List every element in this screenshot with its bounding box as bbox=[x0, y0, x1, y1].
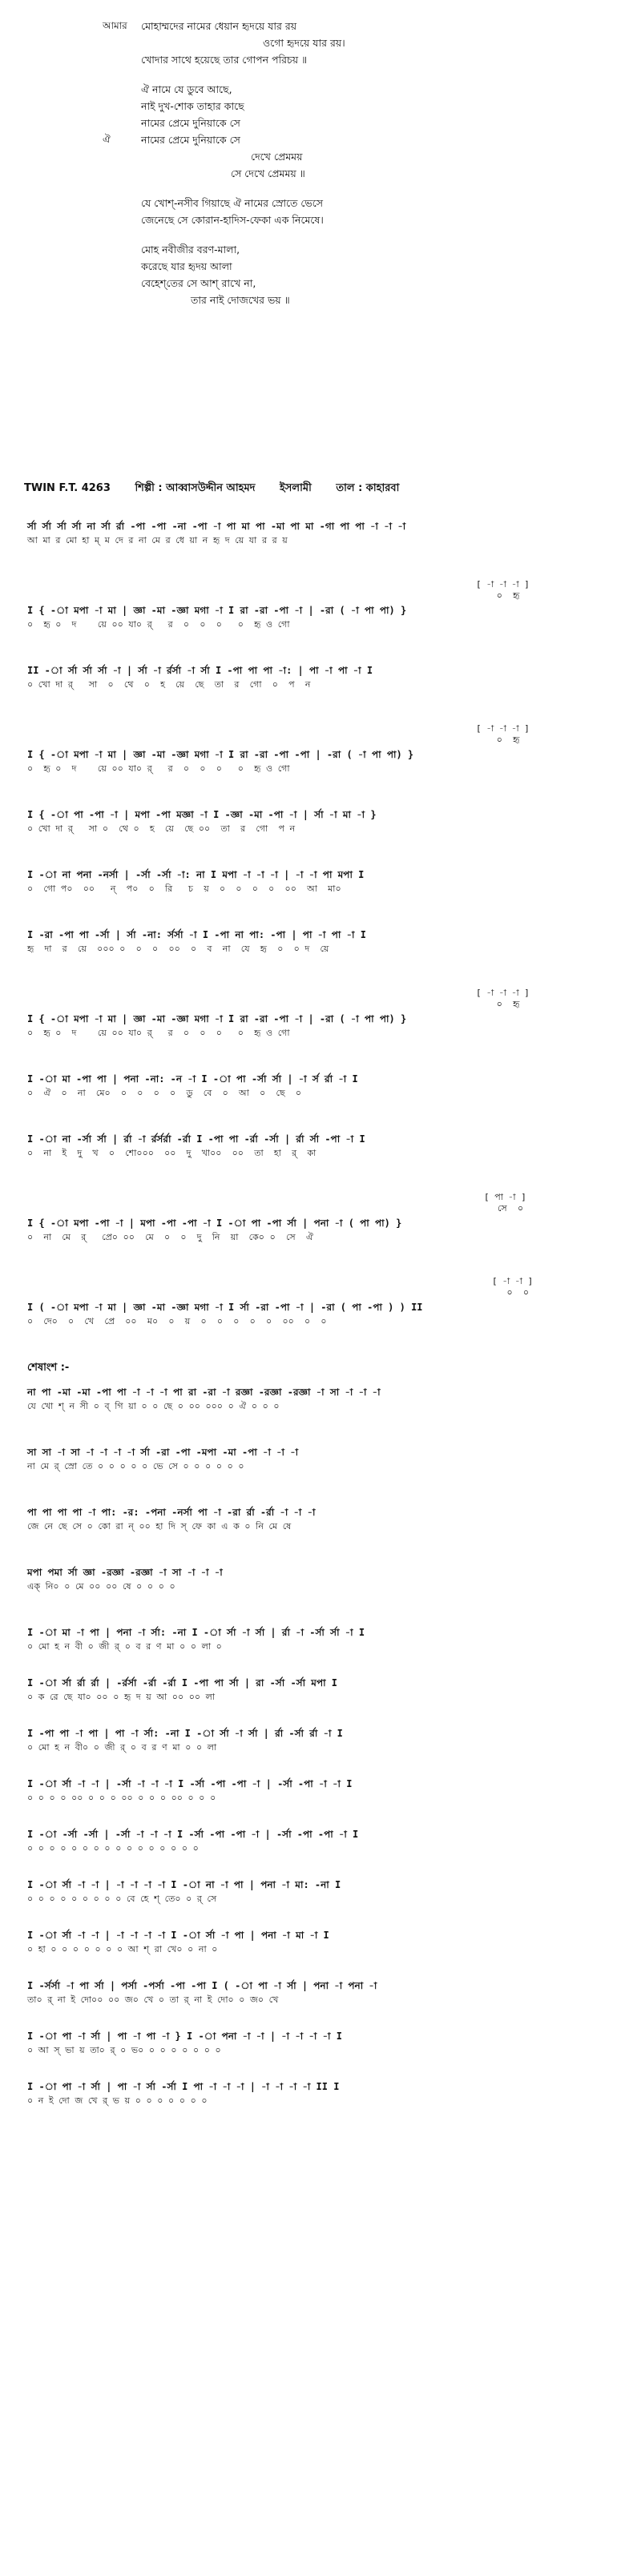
swara-line: I { -া পা -পা -া | মপা -পা মজ্ঞা -া I -জ্ঞা -মা -পা -া | র্সা -া মা -া } bbox=[27, 809, 377, 820]
syllable-line: জে নে ছে সে ০ কো রা ন্‌ ০০ হা দি স্‌ ফে কা এ ক ০ নি মে ষে bbox=[27, 1521, 292, 1532]
lyric-line-text: ওগো হৃদয়ে যার রয়। bbox=[263, 37, 345, 49]
swara-line: I -রা -পা পা -র্সা | র্সা -না: র্সর্সা -া I -পা না পা: -পা | পা -া পা -া I bbox=[27, 929, 366, 940]
syllable-line: ০ খো দা র্ সা ০ থে ০ হ য়ে ছে ০০ তা র গো প ন bbox=[27, 823, 296, 834]
notation-row bbox=[27, 1132, 620, 1160]
notation-row bbox=[27, 723, 620, 775]
lyric-line bbox=[103, 131, 551, 148]
swara-line: I -া মা -পা পা | পনা -না: -ন -া I -া পা -র্সা র্সা | -া র্স র্রা -া I bbox=[27, 1073, 358, 1085]
repeat-marker: [ -া -া -া ] ০ হৃ bbox=[476, 723, 530, 745]
lyric-line bbox=[103, 195, 551, 211]
swara-line: I -া মা -া পা | পনা -া র্সা: -না I -া র্সা -া র্সা | র্রা -া -র্সা র্সা -া I bbox=[27, 1627, 365, 1638]
syllable-line: ০ হৃ ০ দ য়ে ০০ যা০ র্ র ০ ০ ০ ০ হৃ ও গো bbox=[27, 1028, 290, 1038]
lyric-line-text: নামের প্রেমে দুনিয়াকে সে bbox=[141, 134, 240, 146]
notation-row bbox=[27, 1192, 620, 1244]
lyric-line bbox=[103, 98, 551, 115]
notation-row bbox=[27, 2079, 620, 2107]
swara-line: I -র্সর্সা -া পা র্সা | পর্সা -পর্সা -পা -পা I ( -া পা -া র্সা | পনা -া পনা -া bbox=[27, 1980, 377, 1991]
notation-body bbox=[27, 519, 620, 2130]
record-code: TWIN F.T. 4263 bbox=[24, 482, 111, 494]
record-artist: শিল্পী : আব্বাসউদ্দীন আহমদ bbox=[135, 482, 256, 494]
syllable-line: এক্‌ নি০ ০ মে ০০ ০০ ষে ০ ০ ০ ০ bbox=[27, 1581, 175, 1592]
lyric-line-text: দেখে প্রেমময় bbox=[251, 151, 303, 163]
lyric-line-text: নামের প্রেমে দুনিয়াকে সে bbox=[141, 117, 240, 129]
lyric-line bbox=[103, 34, 551, 51]
notation-row bbox=[27, 1445, 620, 1473]
notation-row bbox=[27, 1676, 620, 1704]
notation-row bbox=[27, 807, 620, 835]
swara-line: I ( -া মপা -া মা | জ্ঞা -মা -জ্ঞা মগা -া I র্সা -রা -পা -া | -রা ( পা -পা ) ) II bbox=[27, 1302, 423, 1313]
syllable-line: ০ হৃ ০ দ য়ে ০০ যা০ র্ র ০ ০ ০ ০ হৃ ও গো bbox=[27, 619, 290, 630]
notation-row bbox=[27, 1878, 620, 1906]
lyric-line-text: করেছে যার হৃদয় আলা bbox=[141, 260, 232, 272]
syllable-line: ০ মো হ ন বী০ ০ জী র্‌ ০ ব র ণ মা ০ ০ লা bbox=[27, 1742, 217, 1753]
notation-row bbox=[27, 1777, 620, 1805]
lyric-line bbox=[103, 275, 551, 292]
lyric-line-text: নাই দুখ-শোক তাহার কাছে bbox=[141, 100, 244, 112]
lyric-stanza bbox=[103, 241, 551, 308]
section-label: শেষাংশ :- bbox=[27, 1362, 70, 1374]
lyric-line-label: আমার bbox=[103, 20, 127, 31]
swara-line: I -া র্সা -া -া | -া -া -া -া I -া না -া পা | পনা -া মা: -না I bbox=[27, 1879, 341, 1890]
lyric-line-text: সে দেখে প্রেমময় ॥ bbox=[231, 167, 305, 179]
swara-line: II -া র্সা র্সা র্সা -া | র্সা -া র্রর্সা -া র্সা I -পা পা পা -া: | পা -া পা -া I bbox=[27, 665, 373, 676]
syllable-line: ০ গো প০ ০০ ন্ প০ ০ রি চ য় ০ ০ ০ ০ ০০ আ মা০ bbox=[27, 883, 341, 894]
swara-line: পা পা পা পা -া পা: -র: -পনা -নর্সা পা -া -রা র্রা -র্রা -া -া -া bbox=[27, 1507, 316, 1518]
syllable-line: ০ হা ০ ০ ০ ০ ০ ০ ০ আ শ্‌ রা খে০ ০ না ০ bbox=[27, 1944, 218, 1954]
syllable-line: ০ না ই দু খ ০ শো০০০ ০০ দু খা০০ ০০ তা হা র্ কা bbox=[27, 1148, 316, 1158]
lyric-stanza bbox=[103, 81, 551, 182]
lyric-line-text: খোদার সাথে হয়েছে তার গোপন পরিচয় ॥ bbox=[141, 54, 308, 66]
swara-line: I -া না পনা -নর্সা | -র্সা -র্সা -া: না I মপা -া -া -া | -া -া পা মপা I bbox=[27, 869, 365, 880]
record-tala: তাল : কাহারবা bbox=[336, 482, 400, 494]
syllable-line: ০ ক রে ছে যা০ ০০ ০ হৃ দ য় আ ০০ ০০ লা bbox=[27, 1692, 216, 1702]
swara-line: I -া পা -া র্সা | পা -া পা -া } I -া পনা -া -া | -া -া -া -া I bbox=[27, 2031, 342, 2042]
syllable-line: ০ খো দা র্ সা ০ থে ০ হ য়ে ছে তা র গো ০ প ন bbox=[27, 679, 311, 690]
notation-row bbox=[27, 1827, 620, 1855]
syllable-line: ০ দে০ ০ খে প্রে ০০ ম০ ০ য় ০ ০ ০ ০ ০ ০০ ০ ০ bbox=[27, 1316, 327, 1326]
swara-line: I -া পা -া র্সা | পা -া র্সা -র্সা I পা -া -া -া | -া -া -া -া II I bbox=[27, 2081, 340, 2092]
syllable-line: ০ ০ ০ ০ ০০ ০ ০ ০ ০০ ০ ০ ০ ০০ ০ ০ ০ bbox=[27, 1793, 216, 1803]
swara-line: মপা পমা র্সা জ্ঞা -রজ্ঞা -রজ্ঞা -া সা -া -া -া bbox=[27, 1567, 223, 1578]
lyric-line bbox=[103, 258, 551, 275]
lyric-line-text: ঐ নামে যে ডুবে আছে, bbox=[141, 83, 232, 95]
lyrics-block bbox=[103, 18, 551, 321]
notation-row bbox=[27, 928, 620, 956]
notation-row bbox=[27, 1072, 620, 1100]
record-genre: ইসলামী bbox=[280, 482, 312, 494]
notation-row bbox=[27, 579, 620, 631]
swara-line: I { -া মপা -া মা | জ্ঞা -মা -জ্ঞা মগা -া I রা -রা -পা -া | -রা ( -া পা পা) } bbox=[27, 605, 407, 616]
syllable-line: ০ ঐ ০ না মে০ ০ ০ ০ ০ ডু বে ০ আ ০ ছে ০ bbox=[27, 1088, 302, 1098]
notation-row bbox=[27, 1978, 620, 2006]
repeat-marker: [ -া -া -া ] ০ হৃ bbox=[476, 988, 530, 1009]
syllable-line: ০ না মে র্ প্রে০ ০০ মে ০ ০ দু নি য়া কে০ ০ সে ঐ bbox=[27, 1232, 313, 1242]
lyric-stanza bbox=[103, 195, 551, 228]
swara-line: I -া না -র্সা র্সা | র্রা -া র্রর্সর্রা -র্রা I -পা পা -র্রা -র্সা | র্রা র্সা -পা -া I bbox=[27, 1133, 365, 1145]
notation-row bbox=[27, 1928, 620, 1956]
notation-row bbox=[27, 867, 620, 896]
syllable-line: তা০ র্‌ না ই দো০০ ০০ জ০ খে ০ তা র্‌ না ই দো০ ০ জ০ খে bbox=[27, 1994, 279, 2005]
swara-line: I { -া মপা -পা -া | মপা -পা -পা -া I -া পা -পা র্সা | পনা -া ( পা পা) } bbox=[27, 1218, 402, 1229]
notation-row bbox=[27, 1276, 620, 1328]
lyric-line bbox=[103, 81, 551, 98]
lyric-line-text: মোহাম্মদের নামের ধেয়ান হৃদয়ে যার রয় bbox=[141, 20, 297, 32]
repeat-marker: [ পা -া ] সে ০ bbox=[484, 1192, 526, 1214]
syllable-line: ০ আ স্‌ ভা য় তা০ র্‌ ০ ভ০ ০ ০ ০ ০ ০ ০ ০ bbox=[27, 2045, 221, 2055]
notation-row bbox=[27, 663, 620, 691]
syllable-line: আ মা র মো হা ম্ ম দে র না মে র ধে য়া ন হৃ দ য়ে যা র র য় bbox=[27, 535, 288, 545]
notation-row bbox=[27, 1505, 620, 1533]
lyric-line bbox=[103, 18, 551, 34]
lyric-line bbox=[103, 211, 551, 228]
swara-line: সা সা -া সা -া -া -া -া র্সা -রা -পা -মপা -মা -পা -া -া -া bbox=[27, 1447, 299, 1458]
swara-line: I -া -র্সা -র্সা | -র্সা -া -া -া I -র্সা -পা -পা -া | -র্সা -পা -পা -া I bbox=[27, 1829, 359, 1840]
lyric-line bbox=[103, 241, 551, 258]
swara-line: I { -া মপা -া মা | জ্ঞা -মা -জ্ঞা মগা -া I রা -রা -পা -পা | -রা ( -া পা পা) } bbox=[27, 749, 414, 760]
syllable-line: ০ হৃ ০ দ য়ে ০০ যা০ র্ র ০ ০ ০ ০ হৃ ও গো bbox=[27, 763, 290, 774]
swara-line: I -া র্সা র্রা র্রা | -র্রর্সা -র্রা -র্রা I -পা পা র্সা | রা -র্সা -র্সা মপা I bbox=[27, 1677, 338, 1688]
swara-line: I -া র্সা -া -া | -া -া -া -া I -া র্সা -া পা | পনা -া মা -া I bbox=[27, 1930, 329, 1941]
lyric-line bbox=[103, 165, 551, 182]
swara-line: I -া র্সা -া -া | -র্সা -া -া -া I -র্সা -পা -পা -া | -র্সা -পা -া -া I bbox=[27, 1778, 353, 1789]
lyric-line-label: ঐ bbox=[103, 134, 111, 145]
syllable-line: ০ ন ই দো জ খে র্‌ ভ য় ০ ০ ০ ০ ০ ০ ০ bbox=[27, 2095, 208, 2106]
lyric-line-text: মোহ নবীজীর বরণ-মালা, bbox=[141, 244, 240, 256]
notation-row bbox=[27, 988, 620, 1040]
lyric-line-text: জেনেছে সে কোরান-হাদিস-ফেকা এক নিমেষে। bbox=[141, 214, 324, 226]
lyric-line bbox=[103, 51, 551, 68]
lyric-line-text: যে খোশ্‌-নসীব গিয়াছে ঐ নামের স্রোতে ভেসে bbox=[141, 197, 324, 209]
syllable-line: ০ ০ ০ ০ ০ ০ ০ ০ ০ ০ ০ ০ ০ ০ ০ ০ bbox=[27, 1843, 199, 1854]
syllable-line: না মে র্‌ স্রো তে ০ ০ ০ ০ ০ ভে সে ০ ০ ০ ০ ০ ০ bbox=[27, 1461, 244, 1471]
notation-row bbox=[27, 1385, 620, 1413]
lyric-line bbox=[103, 115, 551, 131]
repeat-marker: [ -া -া ] ০ ০ bbox=[492, 1276, 534, 1298]
syllable-line: হৃ দা র য়ে ০০০ ০ ০ ০ ০০ ০ ব না যে হৃ ০ ০ দ য়ে bbox=[27, 944, 329, 954]
swara-line: র্সা র্সা র্সা র্সা না র্সা র্রা -পা -পা -না -পা -া পা মা পা -মা পা মা -গা পা পা -া -া -া bbox=[27, 521, 406, 532]
swara-line: না পা -মা -মা -পা পা -া -া -া পা রা -রা -া রজ্ঞা -রজ্ঞা -রজ্ঞা -া সা -া -া -া bbox=[27, 1387, 381, 1398]
lyric-line-text: বেহেশ্‌তের সে আশ্‌ রাখে না, bbox=[141, 277, 256, 289]
lyric-stanza bbox=[103, 18, 551, 68]
record-info bbox=[24, 481, 617, 497]
swara-line: I -পা পা -া পা | পা -া র্সা: -না I -া র্সা -া র্সা | র্রা -র্সা র্রা -া I bbox=[27, 1728, 343, 1739]
lyric-line bbox=[103, 292, 551, 308]
syllable-line: ০ ০ ০ ০ ০ ০ ০ ০ ০ বে হে শ্‌ তে০ ০ র্‌ সে bbox=[27, 1894, 217, 1904]
syllable-line: ০ মো হ ন বী ০ জী র্‌ ০ ব র ণ মা ০ ০ লা ০ bbox=[27, 1641, 222, 1652]
notation-row bbox=[27, 1726, 620, 1754]
notation-row bbox=[27, 1625, 620, 1653]
repeat-marker: [ -া -া -া ] ০ হৃ bbox=[476, 579, 530, 601]
notation-row bbox=[27, 519, 620, 547]
notation-row bbox=[27, 2029, 620, 2057]
lyric-line-text: তার নাই দোজখের ভয় ॥ bbox=[191, 294, 290, 306]
notation-row bbox=[27, 1565, 620, 1593]
lyric-line bbox=[103, 148, 551, 165]
swara-line: I { -া মপা -া মা | জ্ঞা -মা -জ্ঞা মগা -া I রা -রা -পা -া | -রা ( -া পা পা) } bbox=[27, 1013, 407, 1024]
syllable-line: যে খো শ্‌ ন সী ০ ব্‌ গি য়া ০ ০ ছে ০ ০০ ০০০ ০ ঐ ০ ০ ০ bbox=[27, 1401, 280, 1411]
